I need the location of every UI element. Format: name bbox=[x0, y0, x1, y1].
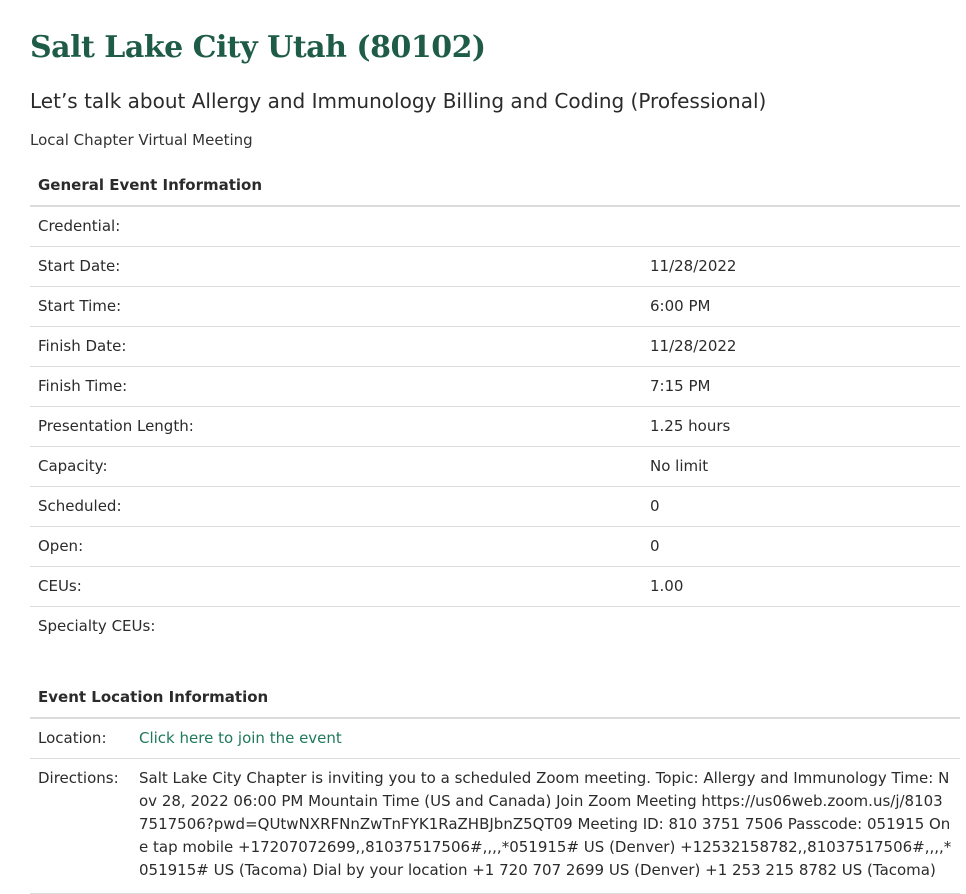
finish-date-value: 11/28/2022 bbox=[642, 327, 960, 367]
table-row bbox=[30, 718, 960, 759]
table-row bbox=[30, 759, 960, 894]
open-value: 0 bbox=[642, 527, 960, 567]
table-row bbox=[30, 567, 960, 607]
ceus-value: 1.00 bbox=[642, 567, 960, 607]
table-row bbox=[30, 487, 960, 527]
table-row bbox=[30, 527, 960, 567]
specialty-ceus-value bbox=[642, 607, 960, 647]
finish-time-label: Finish Time: bbox=[30, 367, 642, 407]
page-title: Salt Lake City Utah (80102) bbox=[30, 30, 486, 65]
table-row bbox=[30, 447, 960, 487]
capacity-label: Capacity: bbox=[30, 447, 642, 487]
presentation-length-label: Presentation Length: bbox=[30, 407, 642, 447]
directions-label: Directions: bbox=[30, 759, 131, 894]
table-row bbox=[30, 327, 960, 367]
presentation-length-value: 1.25 hours bbox=[642, 407, 960, 447]
specialty-ceus-label: Specialty CEUs: bbox=[38, 617, 156, 635]
event-location-table bbox=[30, 678, 960, 894]
open-label: Open: bbox=[30, 527, 642, 567]
event-type: Local Chapter Virtual Meeting bbox=[30, 131, 253, 149]
location-value bbox=[131, 718, 960, 759]
ceus-label: CEUs: bbox=[30, 567, 642, 607]
start-time-value: 6:00 PM bbox=[642, 287, 960, 327]
table-row bbox=[30, 367, 960, 407]
event-location-header: Event Location Information bbox=[30, 678, 960, 718]
event-title: Let’s talk about Allergy and Immunology Billing and Coding (Professional) bbox=[30, 89, 767, 113]
table-row bbox=[30, 407, 960, 447]
start-time-label: Start Time: bbox=[30, 287, 642, 327]
location-label: Location: bbox=[30, 718, 131, 759]
general-event-table bbox=[30, 166, 960, 646]
directions-text: Salt Lake City Chapter is inviting you to a scheduled Zoom meeting. Topic: Allergy and Immunology Time: Nov 28, 2022 06:00 PM Mountain Time (US and Canada) Join Zoom Meeting https://us06web.zoom.us/j/81037517506?pwd=QUtwNXRFNnZwTnFYK1RaZHBJbnZ5QT09 Meeting ID: 810 3751 7506 Passcode: 051915 One tap mobile +17207072699,,81037517506#,,,,*051915# US (Denver) +12532158782,,81037517506#,,,,*051915# US (Tacoma) Dial by your location +1 720 707 2699 US (Denver) +1 253 215 8782 US (Tacoma) bbox=[131, 759, 960, 894]
section-spacer bbox=[30, 646, 960, 678]
finish-date-label: Finish Date: bbox=[30, 327, 642, 367]
capacity-value: No limit bbox=[642, 447, 960, 487]
table-row bbox=[30, 287, 960, 327]
credential-value bbox=[642, 206, 960, 247]
start-date-label: Start Date: bbox=[30, 247, 642, 287]
join-event-link[interactable]: Click here to join the event bbox=[139, 729, 342, 747]
table-row bbox=[30, 247, 960, 287]
finish-time-value: 7:15 PM bbox=[642, 367, 960, 407]
table-row bbox=[30, 206, 960, 247]
table-row bbox=[30, 607, 960, 647]
general-event-header: General Event Information bbox=[30, 166, 960, 206]
start-date-value: 11/28/2022 bbox=[642, 247, 960, 287]
scheduled-value: 0 bbox=[642, 487, 960, 527]
credential-label: Credential: bbox=[30, 206, 642, 247]
scheduled-label: Scheduled: bbox=[30, 487, 642, 527]
